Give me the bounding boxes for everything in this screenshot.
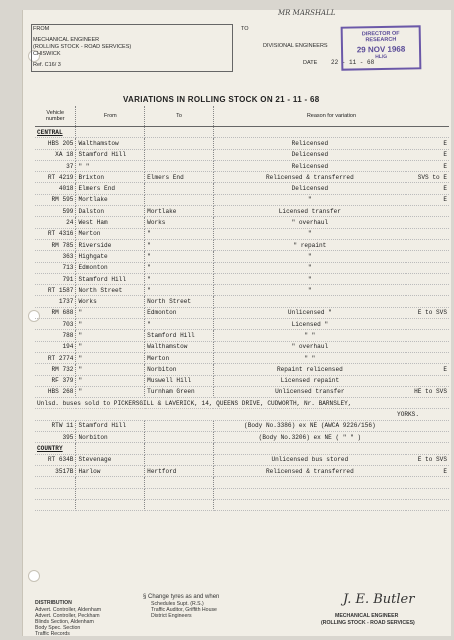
dist-item: Advert. Controller, Peckham <box>35 613 100 619</box>
from-cell: " <box>76 319 145 330</box>
from-cell <box>76 443 145 454</box>
code-cell: E <box>406 183 449 194</box>
distribution-col1 <box>35 607 101 637</box>
reason-cell: (Body No.3386) ex NE (AWCA 9226/156) <box>213 420 406 431</box>
code-cell: E <box>406 149 449 160</box>
code-cell <box>406 127 449 138</box>
from-cell: " <box>76 364 145 375</box>
code-cell <box>406 443 449 454</box>
dist-item: Blinds Section, Aldenham <box>35 619 94 625</box>
code-cell <box>406 273 449 284</box>
code-cell: E to SVS <box>406 454 449 465</box>
vehicle-number: CENTRAL <box>35 127 76 138</box>
vehicle-number: RT 634B <box>35 454 76 465</box>
code-cell: E <box>406 364 449 375</box>
table-row <box>35 285 449 296</box>
from-cell: " <box>76 307 145 318</box>
reason-cell: Licensed transfer <box>213 206 406 217</box>
table-header <box>35 106 449 127</box>
table-row <box>35 251 449 262</box>
table-row <box>35 386 449 397</box>
vehicle-number: RTW 11 <box>35 420 76 431</box>
table-row <box>35 138 449 149</box>
dist-item: Advert. Controller, Aldenham <box>35 607 102 613</box>
from-cell: Walthamstow <box>76 138 145 149</box>
vehicle-number: 4018 <box>35 183 76 194</box>
reference: Ref. C16/ 3 <box>33 62 61 68</box>
vehicle-number: COUNTRY <box>35 443 76 454</box>
from-cell: Dalston <box>76 206 145 217</box>
code-cell: HE to SVS <box>406 386 449 397</box>
to-cell: " <box>145 251 214 262</box>
code-cell <box>406 285 449 296</box>
code-cell: E <box>406 138 449 149</box>
to-cell <box>145 432 214 443</box>
to-cell: Turnham Green <box>145 386 214 397</box>
reason-cell <box>213 499 406 510</box>
reason-cell: " <box>213 251 406 262</box>
reason-cell: " <box>213 228 406 239</box>
to-cell: Norbiton <box>145 364 214 375</box>
reason-cell <box>213 477 406 488</box>
punch-hole <box>28 570 40 582</box>
table-row <box>35 228 449 239</box>
reason-cell: Repaint relicensed <box>213 364 406 375</box>
code-cell <box>406 251 449 262</box>
stamp-line-2: RESEARCH <box>365 36 397 44</box>
vehicle-number: RT 1587 <box>35 285 76 296</box>
reason-cell: " <box>213 194 406 205</box>
table-row <box>35 454 449 465</box>
col-to: To <box>145 106 214 127</box>
to-cell <box>145 127 214 138</box>
vehicle-number: RM 732 <box>35 364 76 375</box>
vehicle-number: RT 4219 <box>35 172 76 183</box>
col-reason: Reason for variation <box>213 106 449 127</box>
table-row <box>35 307 449 318</box>
row-note: Unlsd. buses sold to PICKERSGILL & LAVERICK, 14, QUEENS DRIVE, CUDWORTH, Nr. BARNSLEY, <box>35 398 449 409</box>
code-cell <box>406 262 449 273</box>
reason-cell <box>213 443 406 454</box>
table-row <box>35 127 449 138</box>
from-cell: Mortlake <box>76 194 145 205</box>
from-cell: " <box>76 341 145 352</box>
code-cell: E <box>406 465 449 476</box>
vehicle-number: 703 <box>35 319 76 330</box>
vehicle-number: RM 595 <box>35 194 76 205</box>
table-row <box>35 172 449 183</box>
to-cell: Walthamstow <box>145 341 214 352</box>
code-cell <box>406 206 449 217</box>
vehicle-number <box>35 477 76 488</box>
stamp-initials: HL/G <box>375 53 388 61</box>
vehicle-number: 713 <box>35 262 76 273</box>
vehicle-number: 363 <box>35 251 76 262</box>
code-cell <box>406 375 449 386</box>
to-cell: " <box>145 273 214 284</box>
reason-cell: " overhaul <box>213 341 406 352</box>
from-label: FROM <box>33 26 50 32</box>
page-title: VARIATIONS IN ROLLING STOCK ON 21 - 11 - 68 <box>123 95 320 104</box>
handwritten-note: MR MARSHALL <box>278 9 336 17</box>
from-cell: Norbiton <box>76 432 145 443</box>
to-cell: " <box>145 239 214 250</box>
table-row <box>35 398 449 409</box>
code-cell: E to SVS <box>406 307 449 318</box>
footnote: § Change tyres as and when <box>143 594 220 600</box>
reason-cell <box>213 488 406 499</box>
table-row <box>35 409 449 420</box>
vehicle-number: RT 4316 <box>35 228 76 239</box>
vehicle-number <box>35 488 76 499</box>
vehicle-number: RT 2774 <box>35 352 76 363</box>
from-cell: Stamford Hill <box>76 149 145 160</box>
to-cell <box>145 160 214 171</box>
dist-item: Traffic Records <box>35 631 70 637</box>
vehicle-number: 24 <box>35 217 76 228</box>
code-cell <box>406 296 449 307</box>
signature: J. E. Butler <box>343 592 415 607</box>
to-cell: Elmers End <box>145 172 214 183</box>
reason-cell: (Body No.3206) ex NE ( " " ) <box>213 432 406 443</box>
table-row <box>35 352 449 363</box>
from-cell: " " <box>76 160 145 171</box>
from-cell: " <box>76 330 145 341</box>
reason-cell: " overhaul <box>213 217 406 228</box>
to-value: DIVISIONAL ENGINEERS <box>263 43 328 49</box>
to-cell: North Street <box>145 296 214 307</box>
reason-cell: Licensed " <box>213 319 406 330</box>
to-cell <box>145 499 214 510</box>
to-cell: " <box>145 228 214 239</box>
from-cell: " <box>76 386 145 397</box>
dist-item: Schedules Supt. (R.S.) <box>151 601 204 607</box>
code-cell <box>406 499 449 510</box>
variations-table <box>35 106 449 511</box>
col-vehicle: Vehicle number <box>35 106 76 127</box>
date-value: 22 - 11 - 68 <box>331 59 375 66</box>
from-cell: Stamford Hill <box>76 420 145 431</box>
table-row <box>35 465 449 476</box>
reason-cell: Delicensed <box>213 149 406 160</box>
vehicle-number: HBS 205 <box>35 138 76 149</box>
to-cell <box>145 477 214 488</box>
from-cell: Harlow <box>76 465 145 476</box>
date-label: DATE <box>303 60 318 66</box>
code-cell: E <box>406 160 449 171</box>
reason-cell: Relicensed & transferred <box>213 172 406 183</box>
table-row <box>35 206 449 217</box>
reason-cell: Delicensed <box>213 183 406 194</box>
from-cell <box>76 477 145 488</box>
from-cell: West Ham <box>76 217 145 228</box>
from-line-1: MECHANICAL ENGINEER <box>33 37 100 43</box>
code-cell <box>406 217 449 228</box>
from-line-2: (ROLLING STOCK - ROAD SERVICES) <box>33 44 132 50</box>
reason-cell: " " <box>213 352 406 363</box>
distribution-col2 <box>151 601 217 619</box>
from-cell: " <box>76 352 145 363</box>
table-row <box>35 443 449 454</box>
signatory-title: MECHANICAL ENGINEER <box>335 613 399 619</box>
vehicle-number: 599 <box>35 206 76 217</box>
code-cell <box>406 341 449 352</box>
reason-cell: " <box>213 273 406 284</box>
reason-cell <box>213 127 406 138</box>
to-cell: " <box>145 285 214 296</box>
vehicle-number: HBS 268 <box>35 386 76 397</box>
table-row <box>35 262 449 273</box>
to-cell: Edmonton <box>145 307 214 318</box>
from-line-3: CHISWICK <box>33 51 61 57</box>
from-cell <box>76 127 145 138</box>
vehicle-number: 194 <box>35 341 76 352</box>
to-cell <box>145 454 214 465</box>
table-row <box>35 183 449 194</box>
dist-item: Traffic Auditor, Griffith House <box>151 607 217 613</box>
table-row <box>35 420 449 431</box>
table-row <box>35 375 449 386</box>
reason-cell <box>213 296 406 307</box>
vehicle-number: RM 785 <box>35 239 76 250</box>
to-cell <box>145 149 214 160</box>
to-cell: Merton <box>145 352 214 363</box>
from-cell: Stamford Hill <box>76 273 145 284</box>
table-row <box>35 296 449 307</box>
code-cell <box>406 432 449 443</box>
vehicle-number: 395 <box>35 432 76 443</box>
to-cell <box>145 488 214 499</box>
to-cell: " <box>145 262 214 273</box>
reason-cell: Licensed repaint <box>213 375 406 386</box>
table-row <box>35 432 449 443</box>
to-cell: Muswell Hill <box>145 375 214 386</box>
from-cell: Elmers End <box>76 183 145 194</box>
vehicle-number: RF 379 <box>35 375 76 386</box>
reason-cell: Relicensed & transferred <box>213 465 406 476</box>
to-cell <box>145 194 214 205</box>
to-cell <box>145 443 214 454</box>
reason-cell: Relicensed <box>213 138 406 149</box>
table-row <box>35 477 449 488</box>
to-label: TO <box>241 26 249 32</box>
reason-cell: " <box>213 285 406 296</box>
dist-item: Body Spec. Section <box>35 625 81 631</box>
table-row <box>35 239 449 250</box>
vehicle-number: RM 688 <box>35 307 76 318</box>
to-cell: Mortlake <box>145 206 214 217</box>
table-row <box>35 217 449 228</box>
from-cell: " <box>76 375 145 386</box>
reason-cell: " " <box>213 330 406 341</box>
received-stamp <box>341 25 422 70</box>
table-row <box>35 341 449 352</box>
to-cell: " <box>145 319 214 330</box>
code-cell <box>406 488 449 499</box>
code-cell <box>406 228 449 239</box>
reason-cell: Unlicensed transfer <box>213 386 406 397</box>
row-note: YORKS. <box>35 409 449 420</box>
from-cell: North Street <box>76 285 145 296</box>
table-row <box>35 364 449 375</box>
vehicle-number: 791 <box>35 273 76 284</box>
vehicle-number: 3517B <box>35 465 76 476</box>
from-cell: Edmonton <box>76 262 145 273</box>
reason-cell: Relicensed <box>213 160 406 171</box>
reason-cell: " repaint <box>213 239 406 250</box>
from-cell <box>76 488 145 499</box>
vehicle-number: XA 18 <box>35 149 76 160</box>
table-row <box>35 488 449 499</box>
code-cell <box>406 330 449 341</box>
from-cell: Highgate <box>76 251 145 262</box>
from-cell: Merton <box>76 228 145 239</box>
table-row <box>35 319 449 330</box>
dist-item: District Engineers <box>151 613 192 619</box>
vehicle-number: 37 <box>35 160 76 171</box>
stamp-line-1: DIRECTOR OF <box>361 30 400 38</box>
stamp-date: 29 NOV 1968 <box>356 44 406 55</box>
code-cell <box>406 319 449 330</box>
reason-cell: " <box>213 262 406 273</box>
from-cell <box>76 499 145 510</box>
code-cell: SVS to E <box>406 172 449 183</box>
to-cell <box>145 183 214 194</box>
code-cell <box>406 477 449 488</box>
distribution-label: DISTRIBUTION <box>35 600 72 606</box>
code-cell <box>406 420 449 431</box>
vehicle-number: 788 <box>35 330 76 341</box>
reason-cell: Unlicensed bus stored <box>213 454 406 465</box>
table-row <box>35 330 449 341</box>
vehicle-number: 1737 <box>35 296 76 307</box>
table-row <box>35 499 449 510</box>
table-row <box>35 194 449 205</box>
to-cell <box>145 138 214 149</box>
to-cell: Stamford Hill <box>145 330 214 341</box>
signatory-dept: (ROLLING STOCK - ROAD SERVICES) <box>321 620 415 626</box>
document-page <box>22 10 451 636</box>
col-from: From <box>76 106 145 127</box>
code-cell: E <box>406 194 449 205</box>
table-row <box>35 149 449 160</box>
to-cell: Hertford <box>145 465 214 476</box>
code-cell <box>406 352 449 363</box>
from-cell: Works <box>76 296 145 307</box>
from-cell: Stevenage <box>76 454 145 465</box>
to-cell: Works <box>145 217 214 228</box>
to-cell <box>145 420 214 431</box>
table-row <box>35 273 449 284</box>
from-cell: Riverside <box>76 239 145 250</box>
reason-cell: Unlicensed " <box>213 307 406 318</box>
from-cell: Brixton <box>76 172 145 183</box>
vehicle-number <box>35 499 76 510</box>
code-cell <box>406 239 449 250</box>
table-row <box>35 160 449 171</box>
